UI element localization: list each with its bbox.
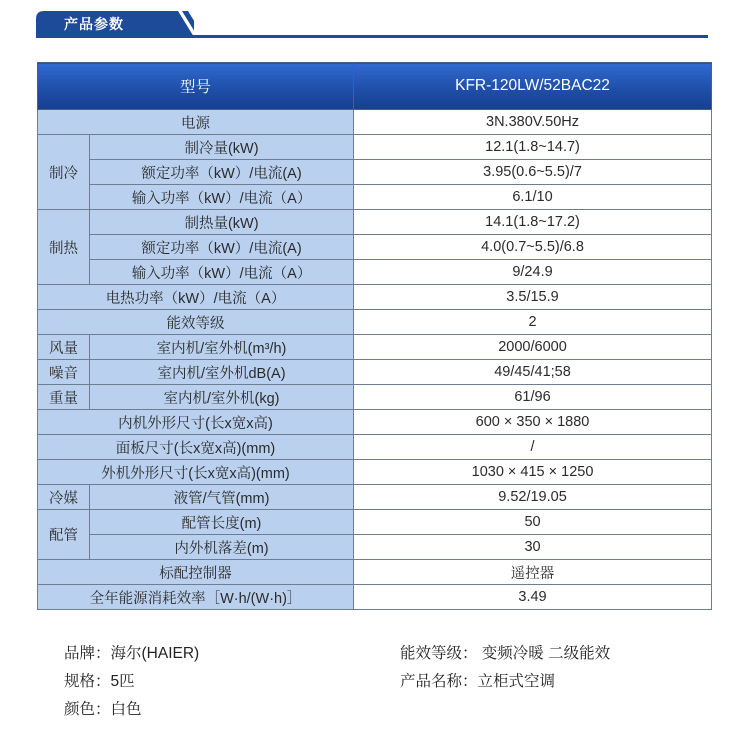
row-value: 61/96 bbox=[354, 385, 712, 410]
group-label-refrigerant: 冷媒 bbox=[38, 485, 90, 510]
row-value: 3N.380V.50Hz bbox=[354, 110, 712, 135]
model-value: KFR-120LW/52BAC22 bbox=[354, 63, 712, 110]
table-row bbox=[38, 110, 712, 135]
table-row bbox=[38, 185, 712, 210]
table-row bbox=[38, 310, 712, 335]
table-row bbox=[38, 435, 712, 460]
table-row bbox=[38, 160, 712, 185]
table-row bbox=[38, 410, 712, 435]
row-label: 标配控制器 bbox=[38, 560, 354, 585]
brand-text: 品牌：海尔(HAIER) bbox=[64, 645, 200, 662]
table-row bbox=[38, 510, 712, 535]
row-value: 12.1(1.8~14.7) bbox=[354, 135, 712, 160]
row-label: 配管长度(m) bbox=[90, 510, 354, 535]
table-row bbox=[38, 360, 712, 385]
row-value: 30 bbox=[354, 535, 712, 560]
row-label: 内外机落差(m) bbox=[90, 535, 354, 560]
row-value: 3.95(0.6~5.5)/7 bbox=[354, 160, 712, 185]
table-row bbox=[38, 535, 712, 560]
section-title: 产品参数 bbox=[64, 17, 124, 33]
table-row bbox=[38, 285, 712, 310]
row-label: 室内机/室外机dB(A) bbox=[90, 360, 354, 385]
row-label: 额定功率（kW）/电流(A) bbox=[90, 235, 354, 260]
row-label: 室内机/室外机(m³/h) bbox=[90, 335, 354, 360]
row-value: 49/45/41;58 bbox=[354, 360, 712, 385]
table-row bbox=[38, 235, 712, 260]
row-value: / bbox=[354, 435, 712, 460]
row-value: 600 × 350 × 1880 bbox=[354, 410, 712, 435]
model-label: 型号 bbox=[38, 63, 354, 110]
row-value: 6.1/10 bbox=[354, 185, 712, 210]
row-label: 电热功率（kW）/电流（A） bbox=[38, 285, 354, 310]
color-text: 颜色：白色 bbox=[64, 701, 142, 718]
section-header bbox=[0, 0, 750, 45]
product-name-text: 产品名称：立柜式空调 bbox=[400, 673, 556, 690]
group-label-piping: 配管 bbox=[38, 510, 90, 560]
row-label: 液管/气管(mm) bbox=[90, 485, 354, 510]
row-label: 输入功率（kW）/电流（A） bbox=[90, 185, 354, 210]
row-label: 室内机/室外机(kg) bbox=[90, 385, 354, 410]
table-row bbox=[38, 135, 712, 160]
row-value: 14.1(1.8~17.2) bbox=[354, 210, 712, 235]
row-value: 遥控器 bbox=[354, 560, 712, 585]
row-label: 外机外形尺寸(长x宽x高)(mm) bbox=[38, 460, 354, 485]
group-label-cooling: 制冷 bbox=[38, 135, 90, 210]
energy-grade-text: 能效等级： 变频冷暖 二级能效 bbox=[400, 645, 611, 662]
row-value: 9.52/19.05 bbox=[354, 485, 712, 510]
row-value: 50 bbox=[354, 510, 712, 535]
spec-table bbox=[37, 62, 712, 610]
group-label-weight: 重量 bbox=[38, 385, 90, 410]
row-label: 额定功率（kW）/电流(A) bbox=[90, 160, 354, 185]
row-value: 3.49 bbox=[354, 585, 712, 610]
row-value: 2 bbox=[354, 310, 712, 335]
group-label-airflow: 风量 bbox=[38, 335, 90, 360]
table-row bbox=[38, 210, 712, 235]
table-row bbox=[38, 385, 712, 410]
group-label-noise: 噪音 bbox=[38, 360, 90, 385]
table-row bbox=[38, 560, 712, 585]
row-value: 4.0(0.7~5.5)/6.8 bbox=[354, 235, 712, 260]
row-label: 全年能源消耗效率［W·h/(W·h)］ bbox=[38, 585, 354, 610]
group-label-heating: 制热 bbox=[38, 210, 90, 285]
row-value: 2000/6000 bbox=[354, 335, 712, 360]
table-row bbox=[38, 585, 712, 610]
row-value: 3.5/15.9 bbox=[354, 285, 712, 310]
table-row bbox=[38, 260, 712, 285]
table-row bbox=[38, 485, 712, 510]
table-row bbox=[38, 335, 712, 360]
row-value: 9/24.9 bbox=[354, 260, 712, 285]
row-label: 内机外形尺寸(长x宽x高) bbox=[38, 410, 354, 435]
spec-text: 规格：5匹 bbox=[64, 673, 135, 690]
row-label: 输入功率（kW）/电流（A） bbox=[90, 260, 354, 285]
table-header-row bbox=[38, 63, 712, 110]
row-label: 能效等级 bbox=[38, 310, 354, 335]
row-label: 电源 bbox=[38, 110, 354, 135]
row-value: 1030 × 415 × 1250 bbox=[354, 460, 712, 485]
row-label: 面板尺寸(长x宽x高)(mm) bbox=[38, 435, 354, 460]
row-label: 制冷量(kW) bbox=[90, 135, 354, 160]
table-row bbox=[38, 460, 712, 485]
row-label: 制热量(kW) bbox=[90, 210, 354, 235]
